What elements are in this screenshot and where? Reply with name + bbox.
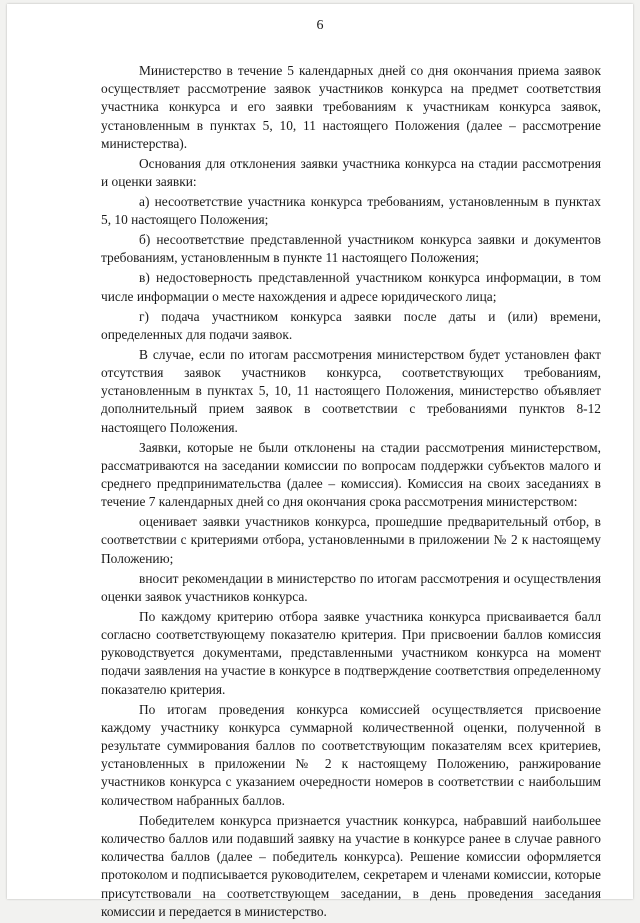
page-number: 6 bbox=[316, 18, 324, 33]
paragraph-rejection-ground-g: г) подача участником конкурса заявки после даты и (или) времени, определенных для подачи заявок. bbox=[101, 308, 601, 342]
document-page bbox=[7, 4, 633, 919]
paragraph-rejection-grounds-intro: Основания для отклонения заявки участника конкурса на стадии рассмотрения и оценки заявки: bbox=[101, 155, 601, 190]
paragraph-rejection-ground-b: б) несоответствие представленной участником конкурса заявки и документов требованиям, установленным в пункте 11 настоящего Положения; bbox=[101, 232, 601, 266]
paragraph-ranking: По итогам проведения конкурса комиссией осуществляется присвоение каждому участнику конкурса суммарной количественной оценки, полученной в результате суммирования баллов по соответствующим показателям всех критериев, установленных в приложении № 2 к настоящему Положению, ранжирование участников конкурса с указанием очередности номеров в соответствии с наибольшим количеством набранных баллов. bbox=[101, 701, 601, 808]
paragraph-review-by-ministry: Министерство в течение 5 календарных дней со дня окончания приема заявок осуществляет рассмотрение заявок участников конкурса на предмет соответствия участника конкурса и его заявки требованиям к участникам конкурса заявок, установленным в пунктах 5, 10, 11 настоящего Положения (далее – рассмотрение министерства). bbox=[101, 63, 601, 151]
paragraph-rejection-ground-v: в) недостоверность представленной участником конкурса информации, в том числе информации о месте нахождения и адресе юридического лица; bbox=[101, 270, 601, 304]
paragraph-rejection-ground-a: а) несоответствие участника конкурса требованиям, установленным в пунктах 5, 10 настоящего Положения; bbox=[101, 194, 601, 228]
paragraph-commission-review: Заявки, которые не были отклонены на стадии рассмотрения министерством, рассматриваются на заседании комиссии по вопросам поддержки субъектов малого и среднего предпринимательства (далее – комиссия). Комиссия на своих заседаниях в течение 7 календарных дней со дня окончания срока рассмотрения министерством: bbox=[101, 439, 601, 510]
paragraph-scoring: По каждому критерию отбора заявке участника конкурса присваивается балл согласно соответствующему показателю критерия. При присвоении баллов комиссия руководствуется документами, представленными участником конкурса на момент подачи заявления на участие в конкурсе в подтверждение соответствия определенному показателю критерия. bbox=[101, 608, 601, 697]
paragraph-commission-evaluates: оценивает заявки участников конкурса, прошедшие предварительный отбор, в соответствии с критериями отбора, установленными в приложении № 2 к настоящему Положению; bbox=[101, 514, 601, 566]
paragraph-winner: Победителем конкурса признается участник конкурса, набравший наибольшее количество баллов или подавший заявку на участие в конкурсе ранее в случае равного количества баллов (далее – победитель конкурса). Решение комиссии оформляется протоколом и подписывается руководителем, секретарем и членами комиссии, которые присутствовали на соответствующем заседании, в день проведения заседания комиссии и передается в министерство. bbox=[101, 812, 601, 919]
paragraph-additional-intake: В случае, если по итогам рассмотрения министерством будет установлен факт отсутствия заявок участников конкурса, соответствующих требованиям, установленным в пунктах 5, 10, 11 настоящего Положения, министерство объявляет дополнительный прием заявок в соответствии с требованиями пунктов 8-12 настоящего Положения. bbox=[101, 346, 601, 435]
document-body bbox=[101, 62, 601, 923]
paragraph-commission-recommends: вносит рекомендации в министерство по итогам рассмотрения и осуществления оценки заявок участников конкурса. bbox=[101, 570, 601, 604]
